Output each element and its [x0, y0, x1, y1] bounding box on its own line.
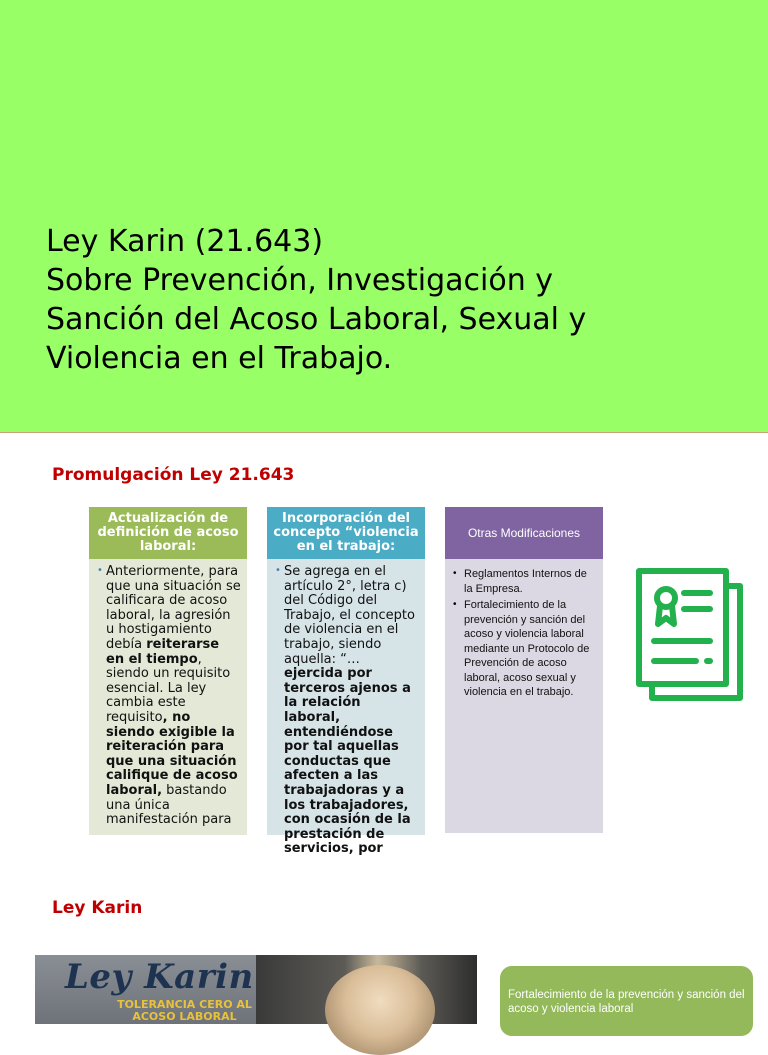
title-slide: [0, 0, 768, 432]
column-otras-modificaciones: [445, 507, 603, 833]
green-box-text: Fortalecimiento de la prevención y sanción del acoso y violencia laboral: [508, 989, 745, 1015]
column-header: Actualización de definición de acoso laboral:: [89, 507, 247, 559]
list-item: • Anteriormente, para que una situación se calificara de acoso laboral, la agresión u hostigamiento debía reiterarse en el tiempo, siendo un requisito esencial. La ley cambia este requisito, no siendo exigible la reiteración para que una situación califique de acoso laboral, bastando una única manifestación para: [97, 565, 241, 828]
portrait-face: [325, 965, 435, 1055]
title-line: Violencia en el Trabajo.: [46, 341, 393, 376]
list-item: • Se agrega en el artículo 2°, letra c) del Código del Trabajo, el concepto de violencia en el trabajo, siendo aquella: “… ejercida por terceros ajenos a la relación laboral, entendiéndose por tal aquellas conductas que afecten a las trabajadoras y a los trabajadores, con ocasión de la prestación de servicios, por: [275, 565, 419, 857]
certificate-document-icon: [634, 566, 746, 704]
section-title-promulgacion: Promulgación Ley 21.643: [52, 465, 295, 485]
list-item: • Reglamentos Internos de la Empresa.: [453, 567, 595, 596]
title-line: Sobre Prevención, Investigación y: [46, 263, 554, 298]
green-summary-box: [500, 966, 753, 1036]
column-violencia-trabajo: [267, 507, 425, 857]
column-acoso-laboral: [89, 507, 247, 835]
title-line: Sanción del Acoso Laboral, Sexual y: [46, 302, 587, 337]
ley-karin-photo: [35, 955, 477, 1024]
page-divider: [0, 432, 768, 433]
column-body: [445, 559, 603, 833]
section-title-ley-karin: Ley Karin: [52, 898, 143, 918]
column-header: Otras Modificaciones: [445, 507, 603, 559]
slide-title: [46, 222, 746, 378]
list-item: • Fortalecimiento de la prevención y sanción del acoso y violencia laboral mediante un Protocolo de Prevención de acoso laboral, acoso sexual y violencia en el trabajo.: [453, 598, 595, 700]
title-line: Ley Karin (21.643): [46, 224, 324, 259]
column-header: Incorporación del concepto “violencia en el trabajo:: [267, 507, 425, 559]
column-body: [267, 559, 425, 857]
column-body: [89, 559, 247, 835]
photo-logo-subtitle: TOLERANCIA CERO AL ACOSO LABORAL: [117, 998, 252, 1023]
photo-logo-panel: [35, 955, 256, 1024]
photo-logo-text: Ley Karin: [65, 957, 254, 997]
